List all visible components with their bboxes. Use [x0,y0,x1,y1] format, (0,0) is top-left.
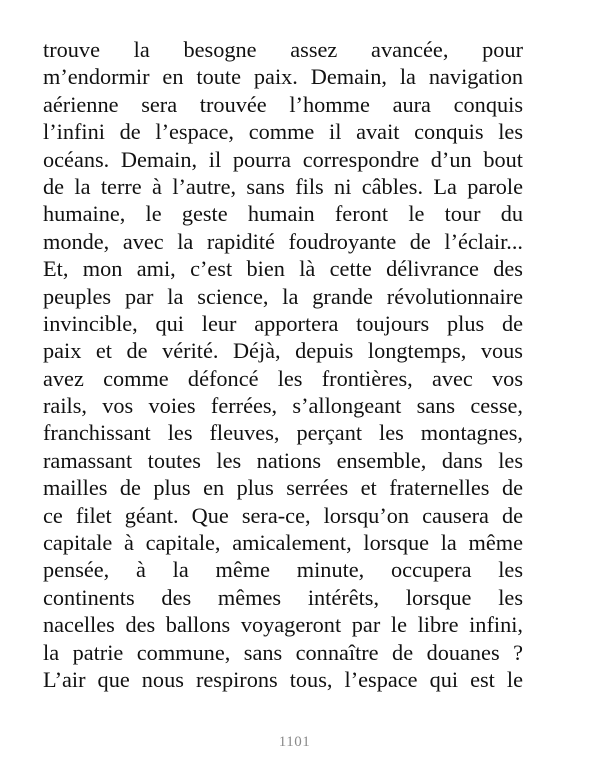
text-line-17: mailles de plus en plus serrées et fraternelles de [43,475,523,501]
text-line-23: la patrie commune, sans connaître de douanes ? [43,639,523,665]
text-line-12: paix et de vérité. Déjà, depuis longtemps, vous [43,338,523,364]
text-line-14: rails, vos voies ferrées, s’allongeant sans cesse, [43,393,523,419]
text-line-1: trouve la besogne assez avancée, pour [43,37,523,62]
text-line-22: nacelles des ballons voyageront par le libre infini, [43,612,523,638]
text-line-3: aérienne sera trouvée l’homme aura conquis [43,91,523,117]
text-line-9: Et, mon ami, c’est bien là cette délivrance des [43,256,523,282]
text-line-24: L’air que nous respirons tous, l’espace qui est le [43,666,523,692]
text-line-11: invincible, qui leur apportera toujours plus de [43,310,523,336]
text-line-8: monde, avec la rapidité foudroyante de l’éclair... [43,228,523,254]
text-line-2: m’endormir en toute paix. Demain, la navigation [43,64,523,90]
body-text [43,36,523,693]
text-line-10: peuples par la science, la grande révolutionnaire [43,283,523,309]
text-line-13: avez comme défoncé les frontières, avec vos [43,365,523,391]
text-line-19: capitale à capitale, amicalement, lorsque la même [43,530,523,556]
text-line-18: ce filet géant. Que sera-ce, lorsqu’on causera de [43,502,523,528]
text-line-20: pensée, à la même minute, occupera les [43,557,523,583]
text-line-5: océans. Demain, il pourra correspondre d’un bout [43,146,523,172]
text-line-7: humaine, le geste humain feront le tour du [43,201,523,227]
text-line-16: ramassant toutes les nations ensemble, dans les [43,447,523,473]
text-line-6: de la terre à l’autre, sans fils ni câbles. La parole [43,173,523,199]
text-line-21: continents des mêmes intérêts, lorsque les [43,584,523,610]
text-line-4: l’infini de l’espace, comme il avait conquis les [43,119,523,145]
page-number: 1101 [278,734,311,750]
text-line-15: franchissant les fleuves, perçant les montagnes, [43,420,523,446]
